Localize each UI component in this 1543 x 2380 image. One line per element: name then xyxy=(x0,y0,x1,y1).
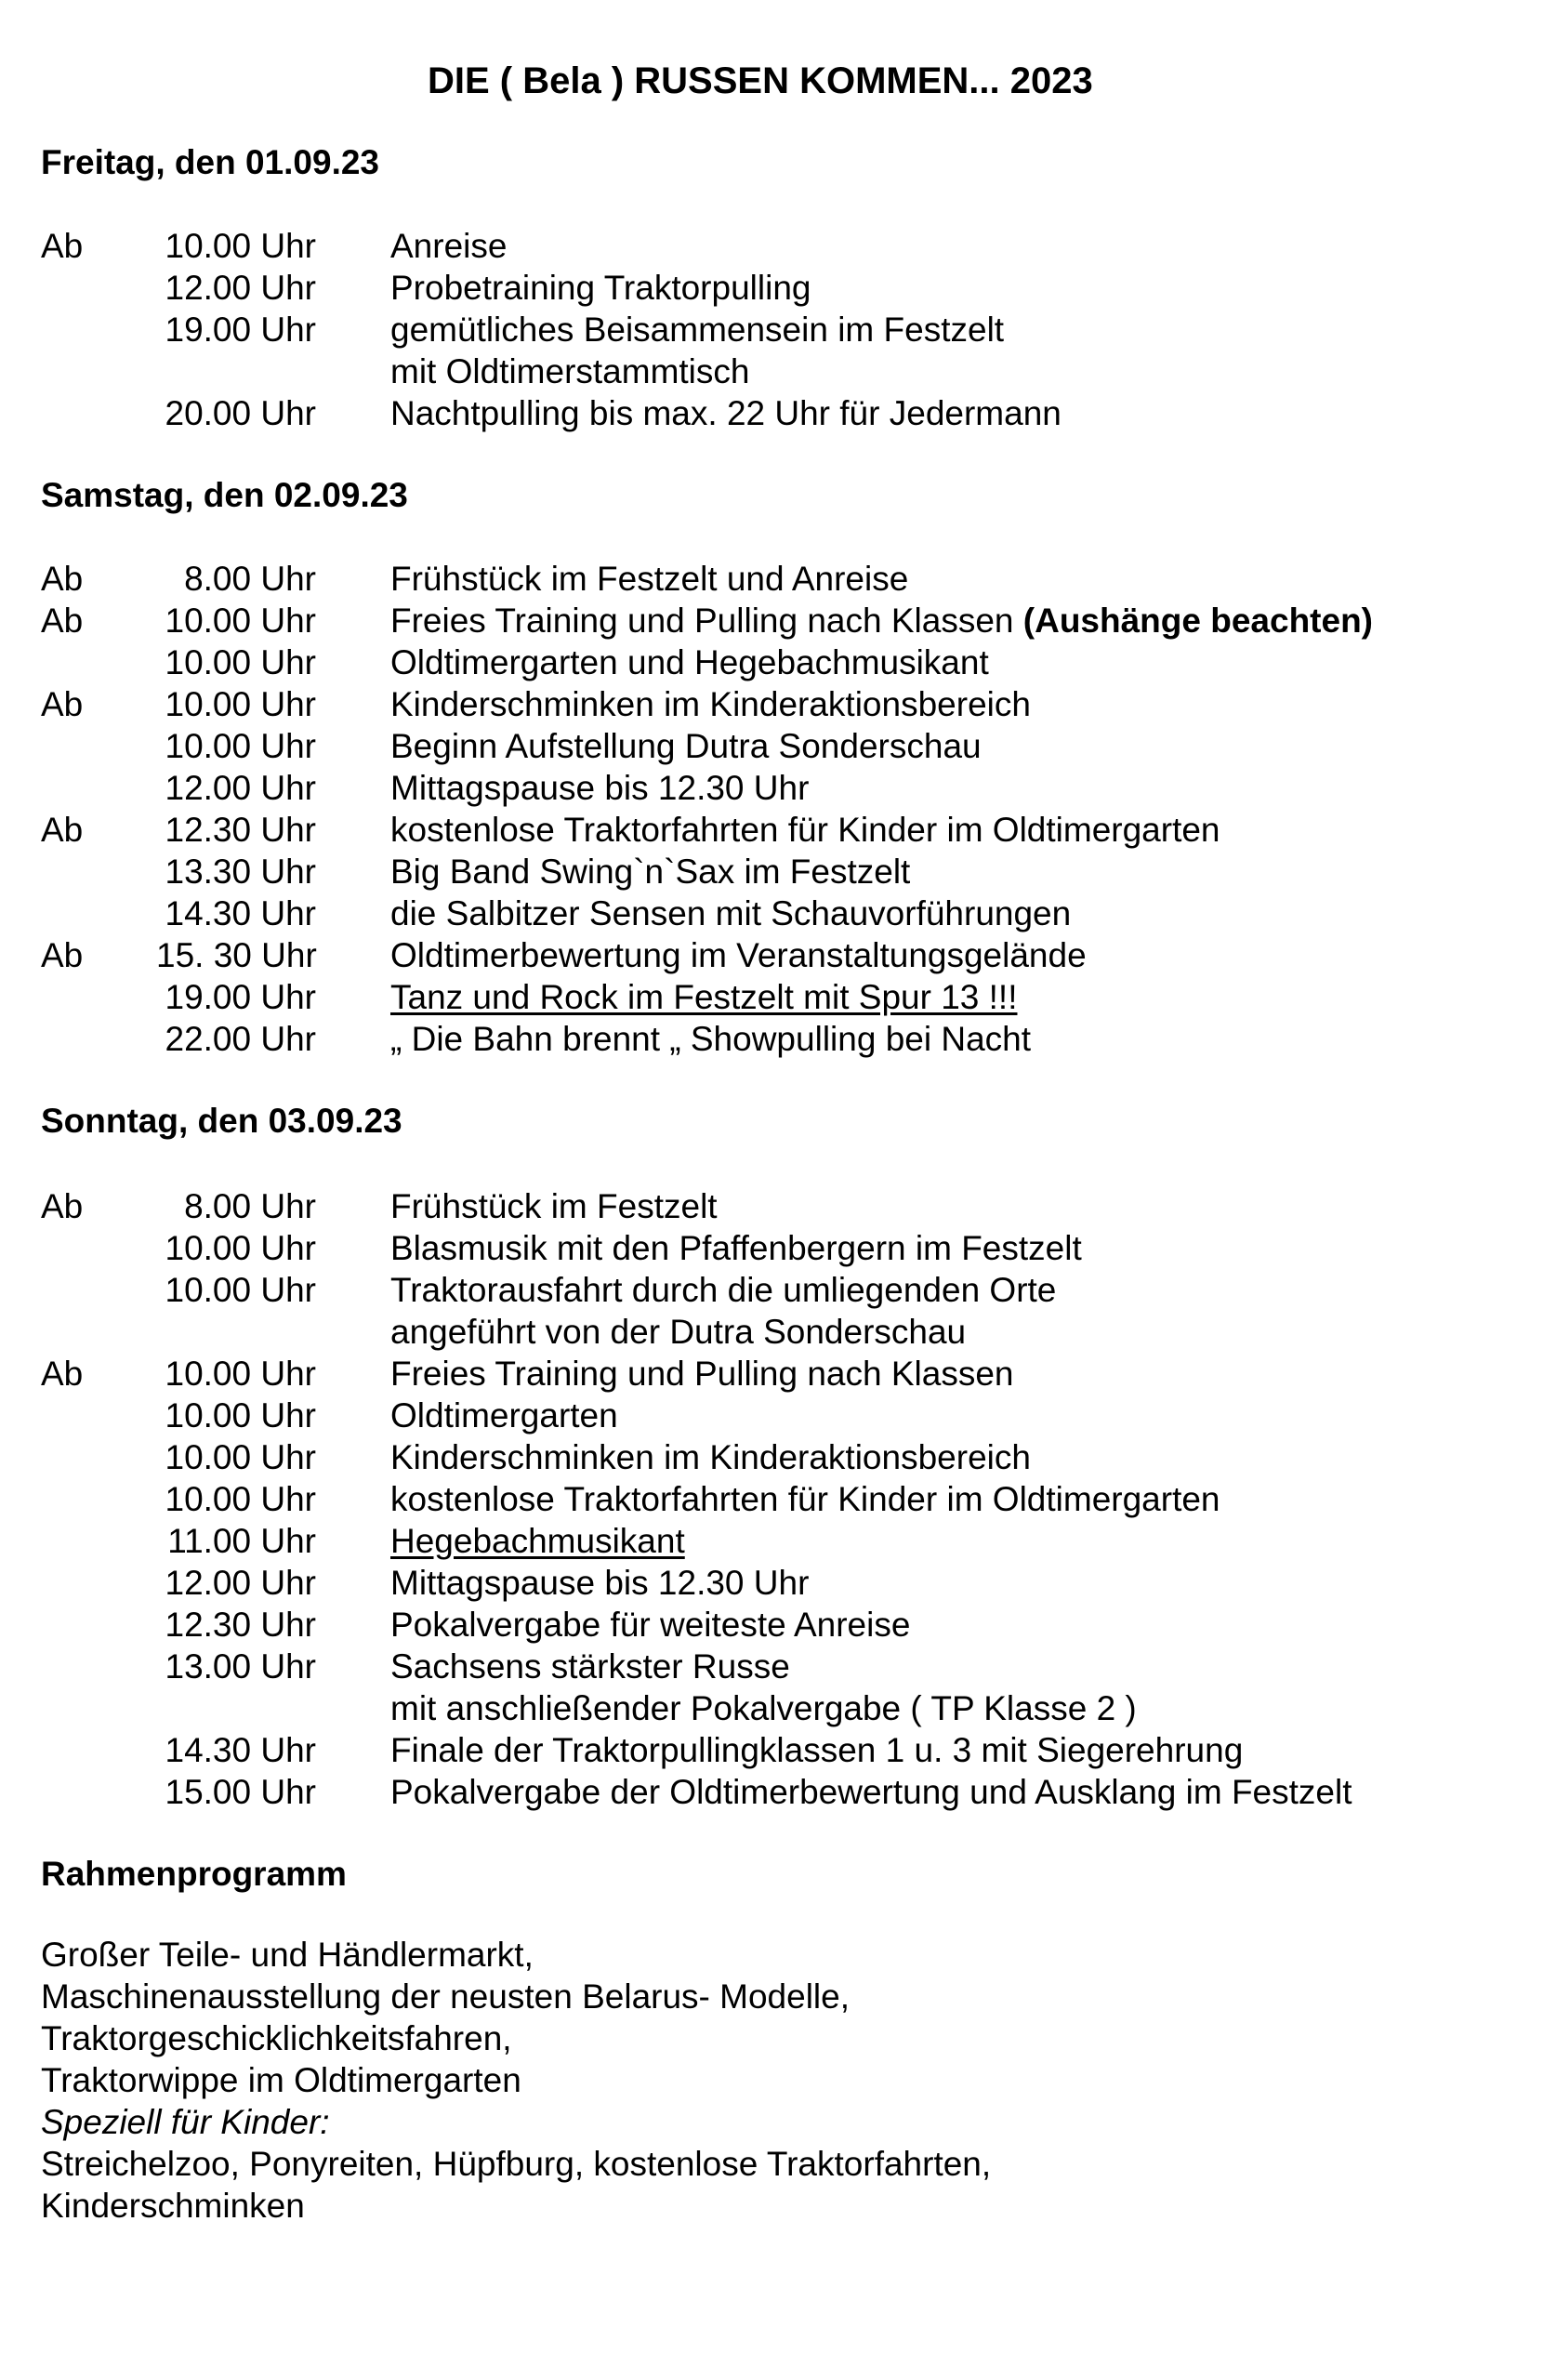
day-heading-sunday: Sonntag, den 03.09.23 xyxy=(41,1102,402,1140)
schedule-row xyxy=(0,600,1543,641)
entry-description-text: kostenlose Traktorfahrten für Kinder im Oldtimergarten xyxy=(390,1480,1220,1518)
schedule-row xyxy=(0,683,1543,725)
entry-time: 12.30 Uhr xyxy=(165,1606,316,1644)
entry-description-text: kostenlose Traktorfahrten für Kinder im Oldtimergarten xyxy=(390,811,1220,849)
entry-description-text: Finale der Traktorpullingklassen 1 u. 3 mit Siegerehrung xyxy=(390,1731,1244,1769)
entry-prefix: Ab xyxy=(41,811,84,849)
kids-line: Kinderschminken xyxy=(41,2187,305,2225)
schedule-row xyxy=(0,809,1543,851)
entry-description-text: angeführt von der Dutra Sonderschau xyxy=(390,1313,967,1351)
entry-description-text: Oldtimergarten und Hegebachmusikant xyxy=(390,643,989,681)
entry-description xyxy=(390,1604,910,1646)
schedule-row xyxy=(0,641,1543,683)
entry-description-text: Hegebachmusikant xyxy=(390,1522,685,1560)
entry-prefix: Ab xyxy=(41,602,84,640)
entry-description-text: Pokalvergabe für weiteste Anreise xyxy=(390,1606,911,1644)
entry-time: 15.00 Uhr xyxy=(165,1773,316,1811)
entry-description-text: Pokalvergabe der Oldtimerbewertung und Ausklang im Festzelt xyxy=(390,1773,1352,1811)
schedule-row xyxy=(0,1436,1543,1478)
entry-time: 22.00 Uhr xyxy=(165,1020,316,1058)
entry-time: 14.30 Uhr xyxy=(165,894,316,932)
rahmen-list xyxy=(41,1934,991,2227)
schedule-row xyxy=(0,1520,1543,1562)
schedule-row xyxy=(0,1771,1543,1813)
entry-description-text: Mittagspause bis 12.30 Uhr xyxy=(390,769,810,807)
entry-time: 10.00 Uhr xyxy=(165,643,316,681)
entry-description-text: mit Oldtimerstammtisch xyxy=(390,352,750,390)
entry-description xyxy=(390,725,982,767)
entry-description xyxy=(390,1185,718,1227)
entry-time: 10.00 Uhr xyxy=(165,1271,316,1309)
entry-time: 12.00 Uhr xyxy=(165,1564,316,1602)
entry-description-text: Kinderschminken im Kinderaktionsbereich xyxy=(390,685,1031,723)
page-title: DIE ( Bela ) RUSSEN KOMMEN... 2023 xyxy=(428,60,1093,101)
entry-description xyxy=(390,350,749,392)
entry-description xyxy=(390,1729,1243,1771)
entry-description xyxy=(390,1227,1082,1269)
entry-description xyxy=(390,767,809,809)
entry-description xyxy=(390,309,1004,350)
entry-description-text: die Salbitzer Sensen mit Schauvorführungen xyxy=(390,894,1072,932)
schedule-saturday xyxy=(0,558,1543,1060)
schedule-row xyxy=(0,1353,1543,1395)
kids-label: Speziell für Kinder: xyxy=(41,2103,330,2141)
entry-prefix: Ab xyxy=(41,1355,84,1393)
schedule-row xyxy=(0,1604,1543,1646)
entry-description-text: gemütliches Beisammensein im Festzelt xyxy=(390,311,1005,349)
entry-prefix: Ab xyxy=(41,685,84,723)
entry-time: 10.00 Uhr xyxy=(165,602,316,640)
entry-description xyxy=(390,1269,1056,1311)
schedule-row xyxy=(0,1687,1543,1729)
entry-description xyxy=(390,1018,1031,1060)
entry-description xyxy=(390,1520,685,1562)
entry-description xyxy=(390,892,1071,934)
entry-time: 13.00 Uhr xyxy=(165,1647,316,1686)
entry-time: 10.00 Uhr xyxy=(165,227,316,265)
rahmen-line: Maschinenausstellung der neusten Belarus- Modelle, xyxy=(41,1977,851,2016)
schedule-row xyxy=(0,1646,1543,1687)
schedule-row xyxy=(0,934,1543,976)
day-heading-friday: Freitag, den 01.09.23 xyxy=(41,143,380,181)
schedule-row xyxy=(0,225,1543,267)
entry-time: 10.00 Uhr xyxy=(165,1480,316,1518)
entry-description-text: Freies Training und Pulling nach Klassen xyxy=(390,1355,1014,1393)
entry-prefix: Ab xyxy=(41,936,84,974)
entry-description xyxy=(390,1646,790,1687)
entry-description xyxy=(390,1478,1220,1520)
entry-description-text: Anreise xyxy=(390,227,508,265)
entry-description xyxy=(390,1562,809,1604)
schedule-row xyxy=(0,267,1543,309)
kids-line: Streichelzoo, Ponyreiten, Hüpfburg, kostenlose Traktorfahrten, xyxy=(41,2145,992,2183)
rahmen-line: Traktorwippe im Oldtimergarten xyxy=(41,2061,521,2099)
entry-time: 19.00 Uhr xyxy=(165,978,316,1016)
entry-time: 19.00 Uhr xyxy=(165,311,316,349)
schedule-row xyxy=(0,767,1543,809)
entry-description xyxy=(390,976,1017,1018)
schedule-row xyxy=(0,976,1543,1018)
entry-description-text: Kinderschminken im Kinderaktionsbereich xyxy=(390,1438,1031,1476)
entry-time: 10.00 Uhr xyxy=(165,1396,316,1435)
entry-description xyxy=(390,392,1062,434)
entry-prefix: Ab xyxy=(41,227,84,265)
entry-description-text: „ Die Bahn brennt „ Showpulling bei Nacht xyxy=(390,1020,1031,1058)
entry-description xyxy=(390,934,1087,976)
entry-description-text: Nachtpulling bis max. 22 Uhr für Jedermann xyxy=(390,394,1062,432)
schedule-row xyxy=(0,392,1543,434)
entry-time: 10.00 Uhr xyxy=(165,1229,316,1267)
entry-description-text: Frühstück im Festzelt und Anreise xyxy=(390,560,909,598)
schedule-row xyxy=(0,1311,1543,1353)
schedule-sunday xyxy=(0,1185,1543,1813)
entry-time: 8.00 Uhr xyxy=(184,560,316,598)
entry-description xyxy=(390,1436,1031,1478)
entry-time: 10.00 Uhr xyxy=(165,685,316,723)
entry-description xyxy=(390,1687,1137,1729)
entry-description-text: Sachsens stärkster Russe xyxy=(390,1647,790,1686)
schedule-row xyxy=(0,1018,1543,1060)
schedule-row xyxy=(0,1729,1543,1771)
entry-description-text: Freies Training und Pulling nach Klassen xyxy=(390,602,1014,640)
schedule-row xyxy=(0,1562,1543,1604)
schedule-row xyxy=(0,851,1543,892)
entry-description-text: Traktorausfahrt durch die umliegenden Orte xyxy=(390,1271,1057,1309)
entry-time: 12.00 Uhr xyxy=(165,769,316,807)
entry-description xyxy=(390,1395,618,1436)
entry-description xyxy=(390,683,1031,725)
schedule-row xyxy=(0,892,1543,934)
day-heading-saturday: Samstag, den 02.09.23 xyxy=(41,476,408,514)
entry-time: 11.00 Uhr xyxy=(167,1522,316,1560)
schedule-friday xyxy=(0,225,1543,434)
entry-description xyxy=(390,851,910,892)
entry-description xyxy=(390,641,989,683)
entry-description-text: mit anschließender Pokalvergabe ( TP Klasse 2 ) xyxy=(390,1689,1137,1727)
entry-time: 10.00 Uhr xyxy=(165,1355,316,1393)
entry-time: 15. 30 Uhr xyxy=(156,936,317,974)
entry-description xyxy=(390,225,507,267)
schedule-row xyxy=(0,350,1543,392)
entry-time: 14.30 Uhr xyxy=(165,1731,316,1769)
entry-description-note: (Aushänge beachten) xyxy=(1022,602,1373,640)
schedule-row xyxy=(0,1269,1543,1311)
entry-description-text: Probetraining Traktorpulling xyxy=(390,269,811,307)
entry-description xyxy=(390,809,1220,851)
entry-description xyxy=(390,1771,1352,1813)
entry-description-text: Beginn Aufstellung Dutra Sonderschau xyxy=(390,727,982,765)
entry-description xyxy=(390,600,1373,641)
entry-description-text: Tanz und Rock im Festzelt mit Spur 13 !!! xyxy=(390,978,1018,1016)
entry-time: 13.30 Uhr xyxy=(165,853,316,891)
entry-description xyxy=(390,267,811,309)
entry-description-text: Blasmusik mit den Pfaffenbergern im Festzelt xyxy=(390,1229,1082,1267)
entry-time: 12.00 Uhr xyxy=(165,269,316,307)
entry-time: 12.30 Uhr xyxy=(165,811,316,849)
schedule-row xyxy=(0,1478,1543,1520)
entry-prefix: Ab xyxy=(41,1187,84,1225)
entry-time: 10.00 Uhr xyxy=(165,1438,316,1476)
rahmen-line: Traktorgeschicklichkeitsfahren, xyxy=(41,2019,512,2057)
entry-description xyxy=(390,558,908,600)
entry-prefix: Ab xyxy=(41,560,84,598)
schedule-row xyxy=(0,558,1543,600)
rahmen-line: Großer Teile- und Händlermarkt, xyxy=(41,1936,534,1974)
entry-time: 10.00 Uhr xyxy=(165,727,316,765)
entry-time: 8.00 Uhr xyxy=(184,1187,316,1225)
entry-time: 20.00 Uhr xyxy=(165,394,316,432)
schedule-row xyxy=(0,1185,1543,1227)
schedule-row xyxy=(0,1227,1543,1269)
entry-description-text: Mittagspause bis 12.30 Uhr xyxy=(390,1564,810,1602)
entry-description-text: Oldtimergarten xyxy=(390,1396,618,1435)
entry-description xyxy=(390,1353,1014,1395)
entry-description-text: Big Band Swing`n`Sax im Festzelt xyxy=(390,853,911,891)
entry-description-text: Oldtimerbewertung im Veranstaltungsgelände xyxy=(390,936,1087,974)
schedule-row xyxy=(0,725,1543,767)
schedule-row xyxy=(0,1395,1543,1436)
schedule-row xyxy=(0,309,1543,350)
rahmen-heading: Rahmenprogramm xyxy=(41,1855,347,1893)
entry-description-text: Frühstück im Festzelt xyxy=(390,1187,718,1225)
entry-description xyxy=(390,1311,966,1353)
